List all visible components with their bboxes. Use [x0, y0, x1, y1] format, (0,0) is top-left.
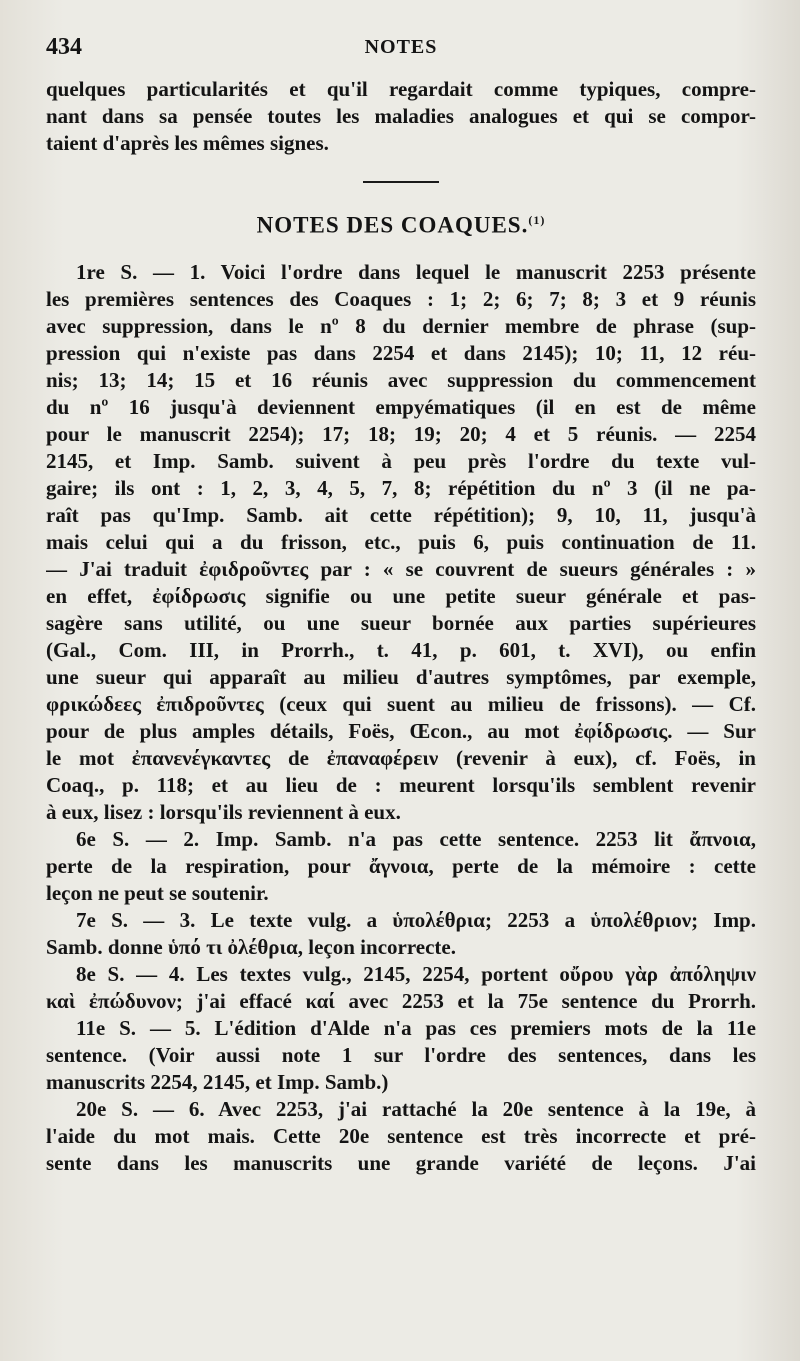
text-line: 1re S. — 1. Voici l'ordre dans lequel le manuscrit 2253 présente — [76, 260, 756, 284]
footnote-marker: (1) — [528, 213, 546, 227]
text-line: taient d'après les mêmes signes. — [46, 131, 329, 155]
text-line: sente dans les manuscrits une grande variété de leçons. J'ai — [46, 1151, 756, 1175]
text-line: à eux, lisez : lorsqu'ils reviennent à eux. — [46, 800, 401, 824]
text-line: manuscrits 2254, 2145, et Imp. Samb.) — [46, 1070, 389, 1094]
text-line: perte de la respiration, pour ἄγνοια, perte de la mémoire : cette — [46, 854, 756, 878]
text-line: nant dans sa pensée toutes les maladies analogues et qui se compor- — [46, 104, 756, 128]
text-line: nis; 13; 14; 15 et 16 réunis avec suppression du commencement — [46, 368, 756, 392]
text-line: pression qui n'existe pas dans 2254 et dans 2145); 10; 11, 12 réu- — [46, 341, 756, 365]
text-line: raît pas qu'Imp. Samb. ait cette répétition); 9, 10, 11, jusqu'à — [46, 503, 756, 527]
text-line: leçon ne peut se soutenir. — [46, 881, 269, 905]
text-line: (Gal., Com. III, in Prorrh., t. 41, p. 601, t. XVI), ou enfin — [46, 638, 756, 662]
text-line: sentence. (Voir aussi note 1 sur l'ordre des sentences, dans les — [46, 1043, 756, 1067]
section-title-text: NOTES DES COAQUES. — [256, 212, 529, 238]
text-line: 6e S. — 2. Imp. Samb. n'a pas cette sentence. 2253 lit ἄπνοια, — [76, 827, 756, 851]
text-line: 2145, et Imp. Samb. suivent à peu près l'ordre du texte vul- — [46, 449, 756, 473]
page-header — [46, 34, 756, 64]
text-line: avec suppression, dans le nº 8 du dernier membre de phrase (sup- — [46, 314, 756, 338]
notes-block — [46, 259, 756, 1177]
text-line: gaire; ils ont : 1, 2, 3, 4, 5, 7, 8; répétition du nº 3 (il ne pa- — [46, 476, 756, 500]
section-divider — [363, 181, 439, 183]
text-line: sagère sans utilité, ou une sueur bornée aux parties supérieures — [46, 611, 756, 635]
text-line: du nº 16 jusqu'à deviennent empyématiques (il en est de même — [46, 395, 756, 419]
text-line: Samb. donne ὑπό τι ὀλέθρια, leçon incorrecte. — [46, 935, 456, 959]
text-line: l'aide du mot mais. Cette 20e sentence est très incorrecte et pré- — [46, 1124, 756, 1148]
text-line: 7e S. — 3. Le texte vulg. a ὑπολέθρια; 2253 a ὑπολέθριον; Imp. — [76, 908, 756, 932]
text-line: une sueur qui apparaît au milieu d'autres symptômes, par exemple, — [46, 665, 756, 689]
text-line: quelques particularités et qu'il regardait comme typiques, compre- — [46, 77, 756, 101]
text-line: pour le manuscrit 2254); 17; 18; 19; 20; 4 et 5 réunis. — 2254 — [46, 422, 756, 446]
text-line: 20e S. — 6. Avec 2253, j'ai rattaché la 20e sentence à la 19e, à — [76, 1097, 756, 1121]
text-line: Coaq., p. 118; et au lieu de : meurent lorsqu'ils semblent revenir — [46, 773, 756, 797]
text-line: 8e S. — 4. Les textes vulg., 2145, 2254, portent οὔρου γὰρ ἀπόληψιν — [76, 962, 756, 986]
running-title: NOTES — [364, 36, 438, 58]
intro-paragraph — [46, 76, 756, 157]
text-line: φρικώδεες ἐπιδροῦντες (ceux qui suent au milieu de frissons). — Cf. — [46, 692, 756, 716]
text-line: mais celui qui a du frisson, etc., puis 6, puis continuation de 11. — [46, 530, 756, 554]
text-line: 11e S. — 5. L'édition d'Alde n'a pas ces premiers mots de la 11e — [76, 1016, 756, 1040]
text-line: καὶ ἐπώδυνον; j'ai effacé καί avec 2253 et la 75e sentence du Prorrh. — [46, 989, 756, 1013]
body-text — [46, 76, 756, 1177]
text-line: en effet, ἐφίδρωσις signifie ou une petite sueur générale et pas- — [46, 584, 756, 608]
text-line: — J'ai traduit ἐφιδροῦντες par : « se couvrent de sueurs générales : » — [46, 557, 756, 581]
section-title — [46, 205, 756, 238]
text-line: pour de plus amples détails, Foës, Œcon., au mot ἐφίδρωσις. — Sur — [46, 719, 756, 743]
text-line: les premières sentences des Coaques : 1; 2; 6; 7; 8; 3 et 9 réunis — [46, 287, 756, 311]
text-line: le mot ἐπανενέγκαντες de ἐπαναφέρειν (revenir à eux), cf. Foës, in — [46, 746, 756, 770]
page-number: 434 — [46, 34, 82, 60]
